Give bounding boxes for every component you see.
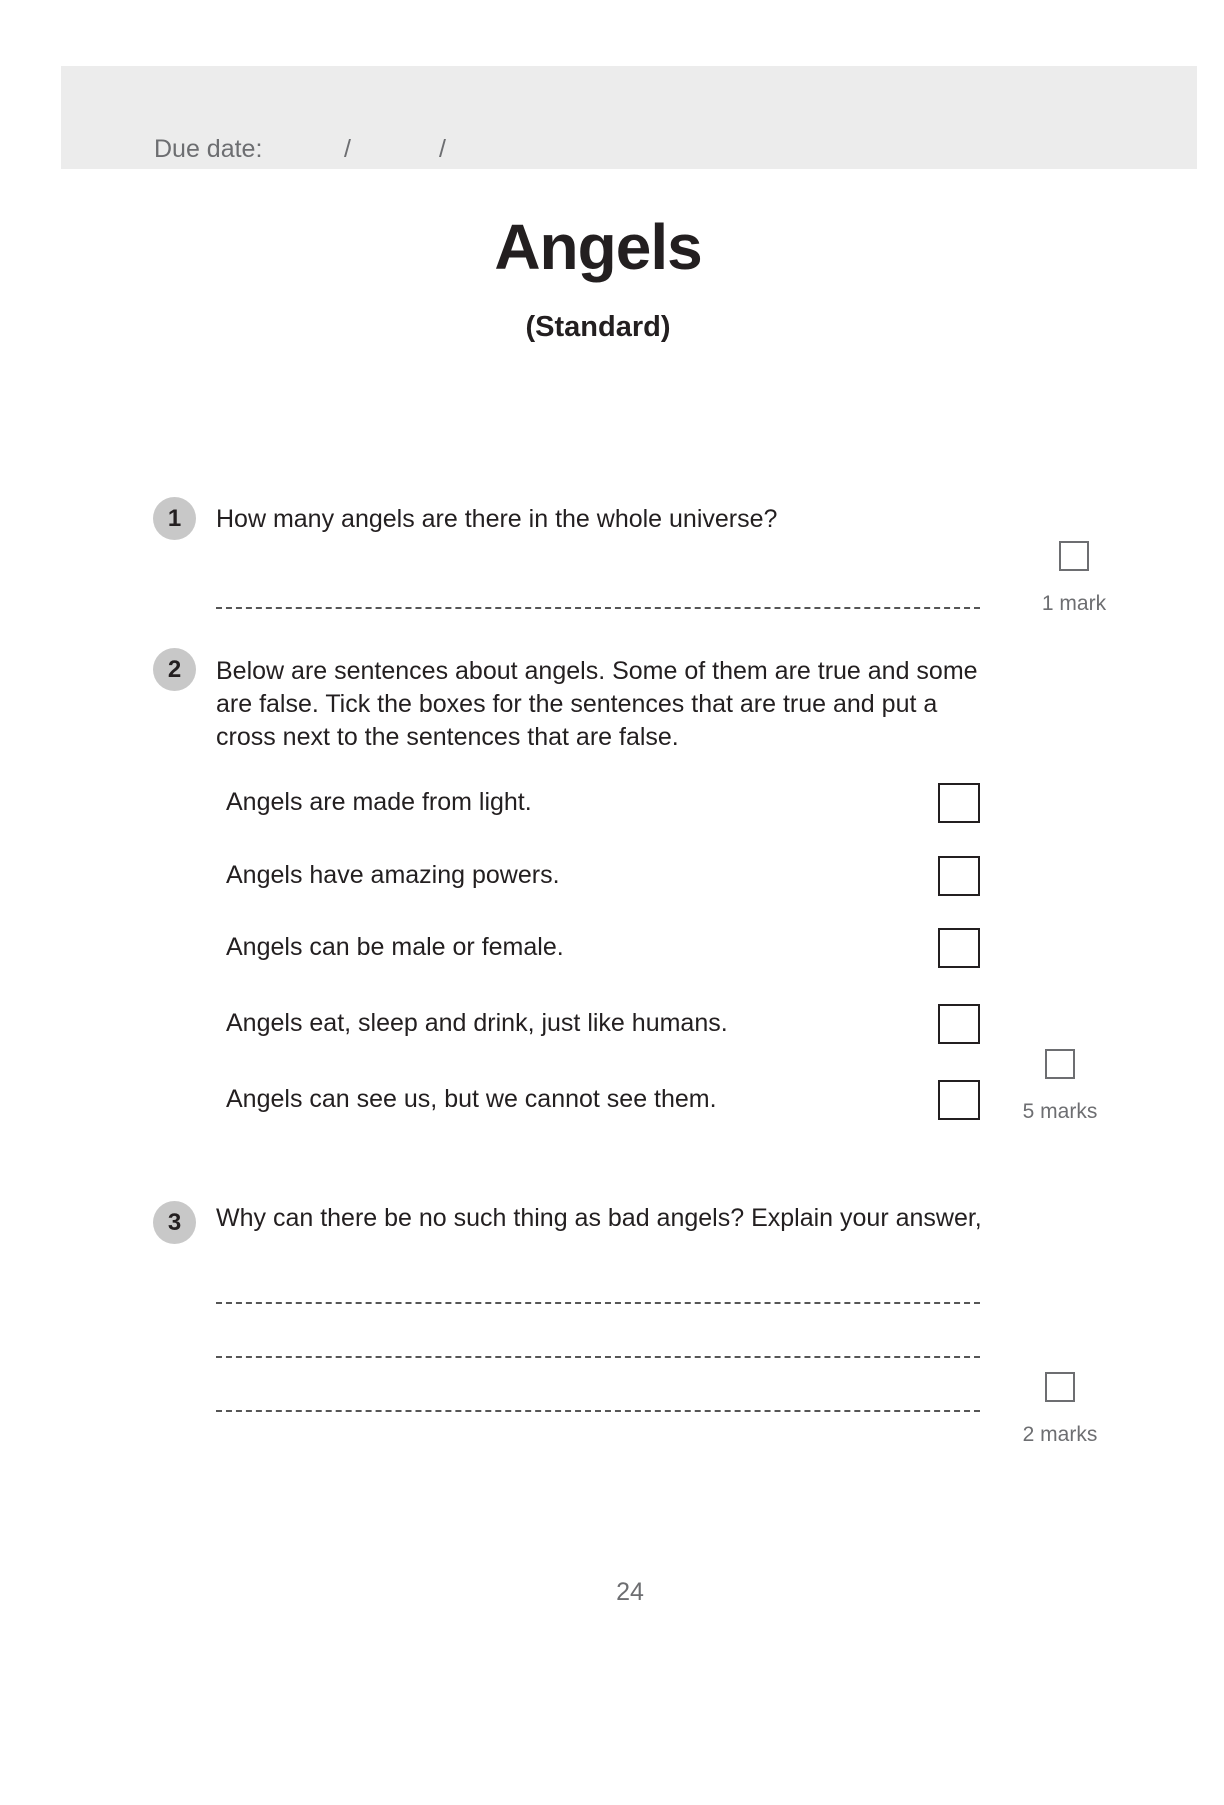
question-1-answer-line[interactable] bbox=[216, 607, 980, 609]
due-date-label: Due date: bbox=[154, 135, 263, 163]
question-2-text-line-2: are false. Tick the boxes for the sentences that are true and put a bbox=[216, 690, 938, 718]
statement-1: Angels are made from light. bbox=[226, 788, 532, 816]
question-3-answer-line-3[interactable] bbox=[216, 1410, 980, 1412]
statement-3: Angels can be male or female. bbox=[226, 933, 564, 961]
statement-2: Angels have amazing powers. bbox=[226, 861, 560, 889]
page-subtitle: (Standard) bbox=[525, 311, 671, 343]
question-1-marks-label: 1 mark bbox=[1041, 592, 1107, 615]
due-date-slash-1: / bbox=[344, 135, 351, 163]
statement-4-checkbox[interactable] bbox=[938, 1004, 980, 1044]
question-3-text: Why can there be no such thing as bad angels? Explain your answer, bbox=[216, 1204, 982, 1232]
page-title: Angels bbox=[494, 211, 702, 283]
question-3-marks-label: 2 marks bbox=[1022, 1423, 1098, 1446]
due-date-slash-2: / bbox=[439, 135, 446, 163]
question-2-text-line-3: cross next to the sentences that are false. bbox=[216, 723, 679, 751]
question-3-answer-line-1[interactable] bbox=[216, 1302, 980, 1304]
statement-1-checkbox[interactable] bbox=[938, 783, 980, 823]
question-3-mark-box[interactable] bbox=[1045, 1372, 1075, 1402]
statement-5: Angels can see us, but we cannot see them. bbox=[226, 1085, 717, 1113]
statement-2-checkbox[interactable] bbox=[938, 856, 980, 896]
question-3-number-badge: 3 bbox=[153, 1201, 196, 1244]
statement-3-checkbox[interactable] bbox=[938, 928, 980, 968]
page-number: 24 bbox=[616, 1578, 644, 1606]
question-1-mark-box[interactable] bbox=[1059, 541, 1089, 571]
question-1-text: How many angels are there in the whole universe? bbox=[216, 505, 778, 533]
question-2-mark-box[interactable] bbox=[1045, 1049, 1075, 1079]
statement-4: Angels eat, sleep and drink, just like humans. bbox=[226, 1009, 728, 1037]
question-3-answer-line-2[interactable] bbox=[216, 1356, 980, 1358]
statement-5-checkbox[interactable] bbox=[938, 1080, 980, 1120]
question-2-number-badge: 2 bbox=[153, 648, 196, 691]
question-1-number-badge: 1 bbox=[153, 497, 196, 540]
question-2-marks-label: 5 marks bbox=[1022, 1100, 1098, 1123]
question-2-text-line-1: Below are sentences about angels. Some of them are true and some bbox=[216, 657, 978, 685]
